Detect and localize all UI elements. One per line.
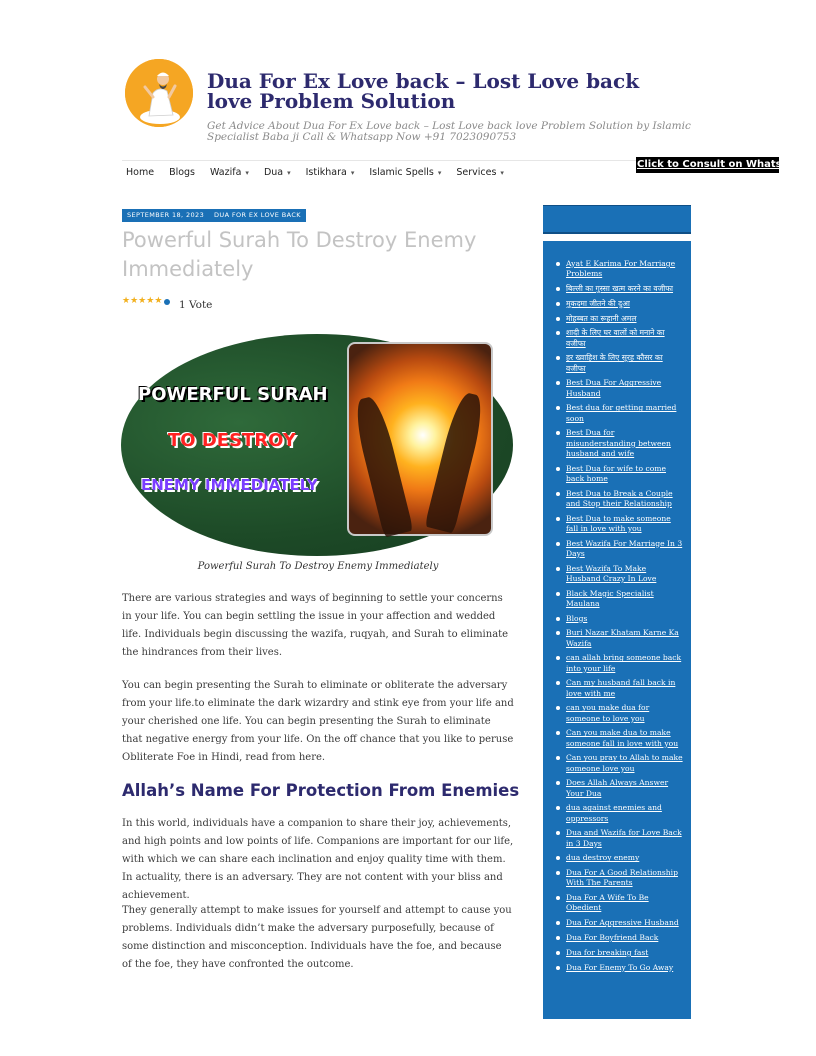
sidebar-link[interactable]: Does Allah Always Answer Your Dua	[566, 778, 691, 798]
image-caption: Powerful Surah To Destroy Enemy Immediately	[197, 561, 439, 572]
info-icon[interactable]	[164, 299, 170, 305]
star-icon[interactable]: ★	[138, 296, 147, 306]
site-title[interactable]: Dua For Ex Love back – Lost Love back love Problem Solution	[207, 69, 640, 113]
chevron-down-icon: ▾	[500, 168, 504, 177]
main-nav	[126, 167, 519, 178]
sidebar-link[interactable]: Best dua for getting married soon	[566, 403, 691, 423]
body-paragraph: They generally attempt to make issues for yourself and attempt to cause you problems. Individuals didn’t make the adversary purposefully, because of some distinction and misconception. Individuals have the foe, and because of the foe, they have confronted the outcome.	[122, 905, 512, 970]
body-paragraph: In this world, individuals have a companion to share their joy, achievements, and high points and low points of life. Companions are important for our life, with which we can share each inclination and enjoy quality time with them. In actuality, there is an adversary. They are not content with your bliss and achievement.	[122, 818, 514, 901]
nav-istikhara[interactable]	[306, 167, 355, 178]
star-icon[interactable]: ★	[146, 296, 155, 306]
sidebar-link[interactable]: शादी के लिए घर वालों को मनाने का वजीफा	[566, 328, 691, 348]
hand-silhouette	[425, 390, 488, 533]
sidebar-link[interactable]: Ayat E Karima For Marriage Problems	[566, 259, 691, 279]
sidebar-link[interactable]: dua destroy enemy	[566, 853, 691, 863]
nav-blogs-label: Blogs	[169, 167, 196, 178]
image-text-line2: TO DESTROY	[168, 430, 296, 451]
nav-blogs[interactable]	[169, 167, 195, 178]
sidebar-link[interactable]: Can you pray to Allah to make someone love you	[566, 753, 691, 773]
sidebar-link[interactable]: Dua For Boyfriend Back	[566, 933, 691, 943]
nav-islamic-spells[interactable]	[369, 167, 441, 178]
sidebar-link[interactable]: Dua For Enemy To Go Away	[566, 963, 691, 973]
nav-dua-label: Dua	[263, 167, 284, 178]
star-rating[interactable]	[122, 297, 170, 306]
sidebar-link[interactable]: Dua For A Wife To Be Obedient	[566, 893, 691, 913]
vote-count: 1 Vote	[179, 299, 213, 311]
nav-wazifa[interactable]	[210, 167, 249, 178]
sidebar-link[interactable]: Best Dua For Aggressive Husband	[566, 378, 691, 398]
sidebar-link[interactable]: Best Dua to make someone fall in love with you	[566, 514, 691, 534]
nav-dua[interactable]	[264, 167, 291, 178]
sidebar-header-block	[543, 205, 691, 234]
sidebar-link[interactable]: Dua for breaking fast	[566, 948, 691, 958]
body-paragraph: There are various strategies and ways of beginning to settle your concerns in your life. You can begin settling the issue in your affection and wedded life. Individuals begin discussing the wazifa, ruqyah, and Surah to eliminate the hindrances from their lives.	[122, 593, 509, 658]
body-paragraph: You can begin presenting the Surah to eliminate or obliterate the adversary from your life.to eliminate the dark wizardry and stink eye from your life and your cherished one life. You can begin presenting the Surah to eliminate that negative energy from your life. On the off chance that you like to peruse Obliterate Foe in Hindi, read from here.	[122, 680, 514, 763]
nav-islamic-spells-label: Islamic Spells	[369, 167, 434, 178]
post-category-badge[interactable]: DUA FOR EX LOVE BACK	[209, 209, 306, 222]
sidebar-link[interactable]: बिल्ली का गुस्सा खत्म करने का वजीफा	[566, 284, 691, 294]
whatsapp-consult-button[interactable]: Click to Consult on Whatsapp	[636, 157, 779, 173]
chevron-down-icon: ▾	[287, 168, 291, 177]
star-icon[interactable]: ★	[122, 296, 131, 306]
sidebar-link[interactable]: Dua For Aggressive Husband	[566, 918, 691, 928]
nav-wazifa-label: Wazifa	[210, 167, 242, 178]
sidebar-link[interactable]: मोहब्बत का रूहानी अमल	[566, 314, 691, 324]
sidebar-link[interactable]: Best Wazifa To Make Husband Crazy In Love	[566, 564, 691, 584]
sidebar-link[interactable]: Buri Nazar Khatam Karne Ka Wazifa	[566, 628, 691, 648]
sidebar-link[interactable]: Best Dua to Break a Couple and Stop their Relationship	[566, 489, 691, 509]
nav-home[interactable]	[126, 167, 154, 178]
post-title: Powerful Surah To Destroy Enemy Immediately	[122, 228, 477, 281]
section-heading: Allah’s Name For Protection From Enemies	[122, 781, 520, 800]
sidebar-link[interactable]: Best Dua for wife to come back home	[566, 464, 691, 484]
sidebar-link[interactable]: हर ख्वाहिश के लिए सूरह कौसर का वजीफा	[566, 353, 691, 373]
chevron-down-icon: ▾	[245, 168, 249, 177]
sidebar-link[interactable]: can you make dua for someone to love you	[566, 703, 691, 723]
post-date-badge[interactable]: SEPTEMBER 18, 2023	[122, 209, 209, 222]
site-tagline: Get Advice About Dua For Ex Love back – Lost Love back love Problem Solution by Islamic Specialist Baba ji Call & Whatsapp Now +91 7023090753	[207, 120, 691, 143]
nav-services[interactable]	[456, 167, 504, 178]
featured-image	[121, 334, 513, 556]
site-logo[interactable]	[125, 59, 193, 127]
star-icon[interactable]: ★	[130, 296, 139, 306]
sidebar-link[interactable]: Can you make dua to make someone fall in love with you	[566, 728, 691, 748]
hand-silhouette	[351, 394, 414, 537]
sidebar-link[interactable]: Best Dua for misunderstanding between husband and wife	[566, 428, 691, 459]
sidebar-link[interactable]: मुकदमा जीतने की दुआ	[566, 299, 691, 309]
star-icon[interactable]: ★	[154, 296, 163, 306]
nav-istikhara-label: Istikhara	[305, 167, 347, 178]
header-divider	[122, 160, 694, 161]
praying-hands-photo	[347, 342, 493, 536]
sidebar-link[interactable]: Dua For A Good Relationship With The Parents	[566, 868, 691, 888]
chevron-down-icon: ▾	[350, 168, 355, 177]
sidebar-link[interactable]: Best Wazifa For Marriage In 3 Days	[566, 539, 691, 559]
sidebar-link[interactable]: Blogs	[566, 614, 691, 624]
sidebar-link[interactable]: dua against enemies and oppressors	[566, 803, 691, 823]
sidebar-link[interactable]: Can my husband fall back in love with me	[566, 678, 691, 698]
nav-services-label: Services	[456, 167, 497, 178]
image-text-line1: POWERFUL SURAH	[138, 384, 328, 405]
nav-home-label: Home	[126, 167, 155, 178]
sidebar-link[interactable]: Dua and Wazifa for Love Back in 3 Days	[566, 828, 691, 848]
image-text-line3: ENEMY IMMEDIATELY	[141, 476, 318, 494]
praying-man-icon	[125, 59, 193, 127]
sidebar-link-list	[543, 241, 691, 1019]
sidebar-link[interactable]: can allah bring someone back into your life	[566, 653, 691, 673]
sidebar-link[interactable]: Black Magic Specialist Maulana	[566, 589, 691, 609]
chevron-down-icon: ▾	[437, 168, 442, 177]
